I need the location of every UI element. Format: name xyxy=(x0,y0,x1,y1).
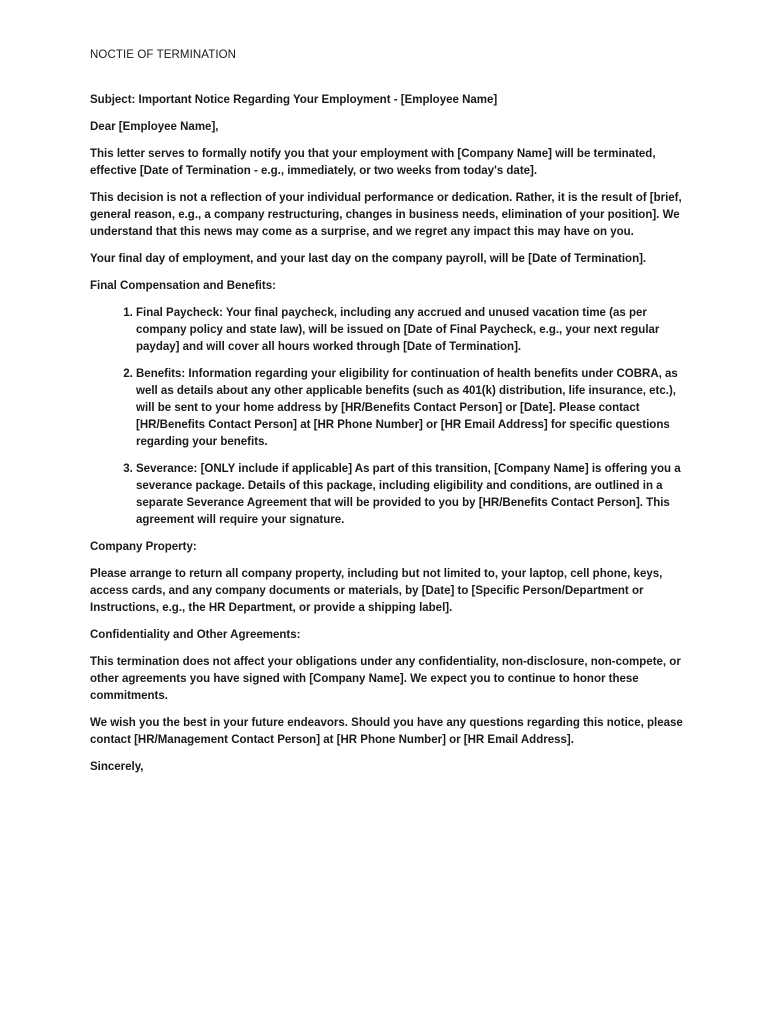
subject-line: Subject: Important Notice Regarding Your Employment - [Employee Name] xyxy=(90,94,498,106)
document-title: NOCTIE OF TERMINATION xyxy=(90,49,237,61)
property-paragraph: Please arrange to return all company property, including but not limited to, your laptop, cell phone, keys, access cards, and any company documents or materials, by [Date] to [Specific Person/Department or Instructions, e.g., the HR Department, or provide a shipping label]. xyxy=(90,568,663,614)
closing-paragraph: We wish you the best in your future endeavors. Should you have any questions regarding this notice, please contact [HR/Management Contact Person] at [HR Phone Number] or [HR Email Address]. xyxy=(90,717,683,746)
final-day-paragraph: Your final day of employment, and your last day on the company payroll, will be [Date of Termination]. xyxy=(90,253,647,265)
intro-paragraph: This letter serves to formally notify you that your employment with [Company Name] will be terminated, effective [Date of Termination - e.g., immediately, or two weeks from today's date]. xyxy=(90,148,656,177)
reason-paragraph: This decision is not a reflection of your individual performance or dedication. Rather, it is the result of [brief, general reason, e.g., a company restructuring, changes in business needs, elimination of your position]. We understand that this news may come as a surprise, and we regret any impact this may have on you. xyxy=(90,192,682,238)
property-heading: Company Property: xyxy=(90,541,197,553)
compensation-list xyxy=(90,305,690,529)
confidentiality-heading: Confidentiality and Other Agreements: xyxy=(90,629,301,641)
salutation: Dear [Employee Name], xyxy=(90,121,219,133)
list-item: 1. Final Paycheck: Your final paycheck, including any accrued and unused vacation time (as per company policy and state law), will be issued on [Date of Final Paycheck, e.g., your next regular payday] and will cover all hours worked through [Date of Termination]. xyxy=(136,305,690,356)
confidentiality-paragraph: This termination does not affect your obligations under any confidentiality, non-disclosure, non-compete, or other agreements you have signed with [Company Name]. We expect you to continue to honor these commitments. xyxy=(90,656,681,702)
compensation-heading: Final Compensation and Benefits: xyxy=(90,280,276,292)
list-item: 3. Severance: [ONLY include if applicable] As part of this transition, [Company Name] is offering you a severance package. Details of this package, including eligibility and conditions, are outlined in a separate Severance Agreement that will be provided to you by [HR/Benefits Contact Person]. This agreement will require your signature. xyxy=(136,461,690,529)
signoff: Sincerely, xyxy=(90,761,144,773)
document-body xyxy=(90,47,690,786)
list-item: 2. Benefits: Information regarding your eligibility for continuation of health benefits under COBRA, as well as details about any other applicable benefits (such as 401(k) distribution, life insurance, etc.), will be sent to your home address by [HR/Benefits Contact Person] or [Date]. Please contact [HR/Benefits Contact Person] at [HR Phone Number] or [HR Email Address] for specific questions regarding your benefits. xyxy=(136,366,690,451)
